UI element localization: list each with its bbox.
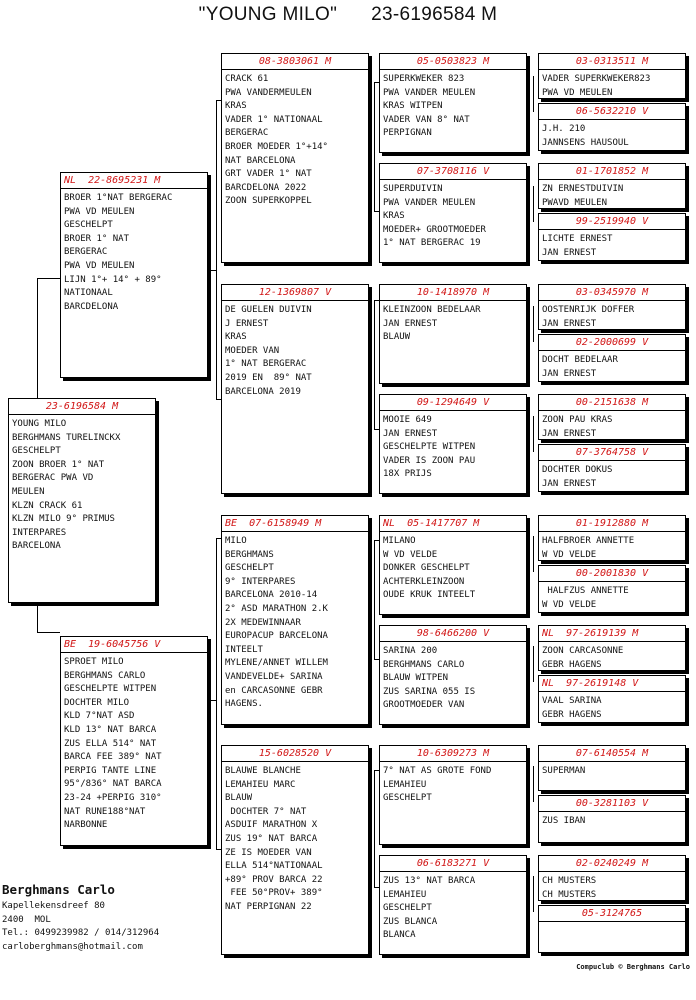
connector-line (374, 82, 375, 212)
ring-number: 00-3281103 V (539, 798, 685, 812)
pigeon-details: J.H. 210 JANNSENS HAUSOUL (542, 124, 629, 148)
ring-number: 07-3764758 V (539, 447, 685, 461)
ring-number: NL 97-2619139 M (539, 628, 685, 642)
ring-number: NL 97-2619148 V (539, 678, 685, 692)
ring-number: 06-5632210 V (539, 106, 685, 120)
ring-number: 07-6140554 M (539, 748, 685, 762)
connector-line (533, 536, 534, 572)
owner-phone: Tel.: 0499239982 / 014/312964 (2, 928, 160, 938)
pigeon-card-great-grandparent[interactable] (379, 745, 527, 845)
pigeon-card-great-great-grandparent[interactable] (538, 905, 686, 953)
pigeon-card-great-great-grandparent[interactable] (538, 745, 686, 791)
connector-line (37, 278, 60, 279)
pigeon-card-grandmother-maternal[interactable] (221, 745, 369, 955)
pigeon-details: HALFZUS ANNETTE W VD VELDE (542, 586, 629, 610)
pigeon-details: DOCHT BEDELAAR JAN ERNEST (542, 355, 618, 379)
pigeon-card-great-great-grandparent[interactable] (538, 795, 686, 843)
pigeon-card-great-great-grandparent[interactable] (538, 394, 686, 440)
pigeon-card-great-grandparent[interactable] (379, 625, 527, 725)
pigeon-card-great-great-grandparent[interactable] (538, 675, 686, 723)
pigeon-details: DE GUELEN DUIVIN J ERNEST KRAS MOEDER VAN 1° NAT BERGERAC 2019 EN 89° NAT BARCELONA 2019 (225, 305, 312, 397)
ring-number: 99-2519940 V (539, 216, 685, 230)
pedigree-title (0, 4, 696, 26)
ring-number: 10-1418970 M (380, 287, 526, 301)
pigeon-details: HALFBROER ANNETTE W VD VELDE (542, 536, 635, 560)
connector-line (533, 766, 534, 802)
ring-number: 02-2000699 V (539, 337, 685, 351)
pigeon-details: ZUS 13° NAT BARCA LEMAHIEU GESCHELPT ZUS BLANCA BLANCA (383, 876, 476, 941)
owner-address: Kapellekensdreef 80 (2, 901, 105, 911)
pigeon-card-great-grandparent[interactable] (379, 163, 527, 263)
connector-line (533, 646, 534, 682)
pigeon-name: "YOUNG MILO" (198, 4, 338, 25)
pigeon-details: 7° NAT AS GROTE FOND LEMAHIEU GESCHELPT (383, 766, 492, 804)
ring-number: 15-6028520 V (222, 748, 368, 762)
connector-line (37, 632, 60, 633)
connector-line (216, 100, 217, 400)
connector-line (37, 600, 38, 632)
pigeon-details: SARINA 200 BERGHMANS CARLO BLAUW WITPEN ZUS SARINA 055 IS GROOTMOEDER VAN (383, 646, 476, 711)
pigeon-details: SPROET MILO BERGHMANS CARLO GESCHELPTE WITPEN DOCHTER MILO KLD 7°NAT ASD KLD 13° NAT BARCA ZUS ELLA 514° NAT BARCA FEE 389° NAT PERPIG TANTE LINE 95°/836° NAT BARCA 23-24 +PERPIG 310° NAT RUNE188°NAT NARBONNE (64, 657, 162, 831)
ring-number: 08-3803061 M (222, 56, 368, 70)
ring-number: 09-1294649 V (380, 397, 526, 411)
pigeon-card-great-great-grandparent[interactable] (538, 855, 686, 901)
ring-number: 00-2001830 V (539, 568, 685, 582)
pigeon-card-great-great-grandparent[interactable] (538, 53, 686, 99)
ring-number: 03-0313511 M (539, 56, 685, 70)
connector-line (208, 700, 217, 701)
pigeon-details: YOUNG MILO BERGHMANS TURELINCKX GESCHELPT ZOON BROER 1° NAT BERGERAC PWA VD MEULEN KLZN CRACK 61 KLZN MILO 9° PRIMUS INTERPARES BARCELONA (12, 419, 121, 552)
connector-line (216, 538, 217, 850)
pigeon-card-grandmother-paternal[interactable] (221, 284, 369, 494)
pigeon-details: VAAL SARINA GEBR HAGENS (542, 696, 602, 720)
pigeon-card-great-great-grandparent[interactable] (538, 103, 686, 151)
pigeon-card-great-grandparent[interactable] (379, 53, 527, 153)
pigeon-details: DOCHTER DOKUS JAN ERNEST (542, 465, 613, 489)
pigeon-details: ZOON PAU KRAS JAN ERNEST (542, 415, 613, 439)
ring-number: NL 05-1417707 M (380, 518, 526, 532)
ring-number: 02-0240249 M (539, 858, 685, 872)
pigeon-card-great-grandparent[interactable] (379, 394, 527, 494)
pigeon-ring-number: 23-6196584 M (371, 4, 498, 25)
connector-line (533, 76, 534, 112)
ring-number: 98-6466200 V (380, 628, 526, 642)
pigeon-card-great-great-grandparent[interactable] (538, 515, 686, 561)
ring-number: BE 19-6045756 V (61, 639, 207, 653)
pigeon-details: MOOIE 649 JAN ERNEST GESCHELPTE WITPEN VADER IS ZOON PAU 18X PRIJS (383, 415, 476, 480)
ring-number: 06-6183271 V (380, 858, 526, 872)
pigeon-card-great-great-grandparent[interactable] (538, 565, 686, 613)
pigeon-details: MILO BERGHMANS GESCHELPT 9° INTERPARES BARCELONA 2010-14 2° ASD MARATHON 2.K 2X MEDEWINNAAR EUROPACUP BARCELONA INTEELT MYLENE/ANNET WILLEM VANDEVELDE+ SARINA en CARCASONNE GEBR HAGENS. (225, 536, 328, 710)
pigeon-details: ZOON CARCASONNE GEBR HAGENS (542, 646, 624, 670)
pigeon-card-great-great-grandparent[interactable] (538, 284, 686, 330)
pigeon-details: OOSTENRIJK DOFFER JAN ERNEST (542, 305, 635, 329)
pigeon-details: LICHTE ERNEST JAN ERNEST (542, 234, 613, 258)
pigeon-details: BLAUWE BLANCHE LEMAHIEU MARC BLAUW DOCHTER 7° NAT ASDUIF MARATHON X ZUS 19° NAT BARCA ZE IS MOEDER VAN ELLA 514°NATIONAAL +89° PROV BARCA 22 FEE 50°PROV+ 389° NAT PERPIGNAN 22 (225, 766, 323, 912)
owner-name: Berghmans Carlo (2, 882, 115, 897)
connector-line (533, 876, 534, 912)
pigeon-details: SUPERMAN (542, 766, 586, 776)
ring-number: 05-3124765 (539, 908, 685, 922)
pigeon-card-great-great-grandparent[interactable] (538, 213, 686, 261)
pigeon-card-grandfather-paternal[interactable] (221, 53, 369, 263)
pigeon-details: ZN ERNESTDUIVIN PWAVD MEULEN (542, 184, 624, 208)
connector-line (208, 270, 217, 271)
pigeon-card-great-grandparent[interactable] (379, 855, 527, 955)
ring-number: 12-1369807 V (222, 287, 368, 301)
pigeon-details: SUPERDUIVIN PWA VANDER MEULEN KRAS MOEDER+ GROOTMOEDER 1° NAT BERGERAC 19 (383, 184, 486, 249)
ring-number: 05-0503823 M (380, 56, 526, 70)
pigeon-card-great-great-grandparent[interactable] (538, 334, 686, 382)
ring-number: 10-6309273 M (380, 748, 526, 762)
ring-number: NL 22-8695231 M (61, 175, 207, 189)
owner-info (2, 880, 159, 954)
connector-line (374, 300, 375, 430)
owner-city: 2400 MOL (2, 914, 51, 925)
pigeon-card-great-grandparent[interactable] (379, 284, 527, 384)
pigeon-details: CRACK 61 PWA VANDERMEULEN KRAS VADER 1° NATIONAAL BERGERAC BROER MOEDER 1°+14° NAT BARCELONA GRT VADER 1° NAT BARCDELONA 2022 ZOON SUPERKOPPEL (225, 74, 328, 207)
footer-credit: Compuclub © Berghmans Carlo (576, 963, 690, 971)
ring-number: 03-0345970 M (539, 287, 685, 301)
ring-number: 01-1912880 M (539, 518, 685, 532)
pigeon-card-great-great-grandparent[interactable] (538, 625, 686, 671)
pigeon-card-grandfather-maternal[interactable] (221, 515, 369, 725)
pigeon-details: SUPERKWEKER 823 PWA VANDER MEULEN KRAS WITPEN VADER VAN 8° NAT PERPIGNAN (383, 74, 476, 139)
pigeon-card-great-great-grandparent[interactable] (538, 444, 686, 492)
connector-line (533, 186, 534, 222)
ring-number: 01-1701852 M (539, 166, 685, 180)
connector-line (533, 306, 534, 342)
ring-number: 00-2151638 M (539, 397, 685, 411)
connector-line (37, 278, 38, 400)
pigeon-details: BROER 1°NAT BERGERAC PWA VD MEULEN GESCHELPT BROER 1° NAT BERGERAC PWA VD MEULEN LIJN 1°+ 14° + 89° NATIONAAL BARCDELONA (64, 193, 173, 312)
pigeon-details: CH MUSTERS CH MUSTERS (542, 876, 597, 900)
connector-line (374, 770, 375, 888)
ring-number: BE 07-6158949 M (222, 518, 368, 532)
pigeon-card-great-great-grandparent[interactable] (538, 163, 686, 209)
ring-number: 07-3708116 V (380, 166, 526, 180)
pigeon-details: MILANO W VD VELDE DONKER GESCHELPT ACHTERKLEINZOON OUDE KRUK INTEELT (383, 536, 476, 601)
pigeon-card-great-grandparent[interactable] (379, 515, 527, 615)
pigeon-details: KLEINZOON BEDELAAR JAN ERNEST BLAUW (383, 305, 481, 343)
pigeon-card-mother[interactable] (60, 636, 208, 846)
pigeon-card-subject[interactable] (8, 398, 156, 603)
ring-number: 23-6196584 M (9, 401, 155, 415)
connector-line (374, 540, 375, 660)
pigeon-card-father[interactable] (60, 172, 208, 378)
pigeon-details: ZUS IBAN (542, 816, 586, 826)
pigeon-details: VADER SUPERKWEKER823 PWA VD MEULEN (542, 74, 651, 98)
owner-email[interactable]: carloberghmans@hotmail.com (2, 941, 143, 952)
connector-line (533, 416, 534, 452)
